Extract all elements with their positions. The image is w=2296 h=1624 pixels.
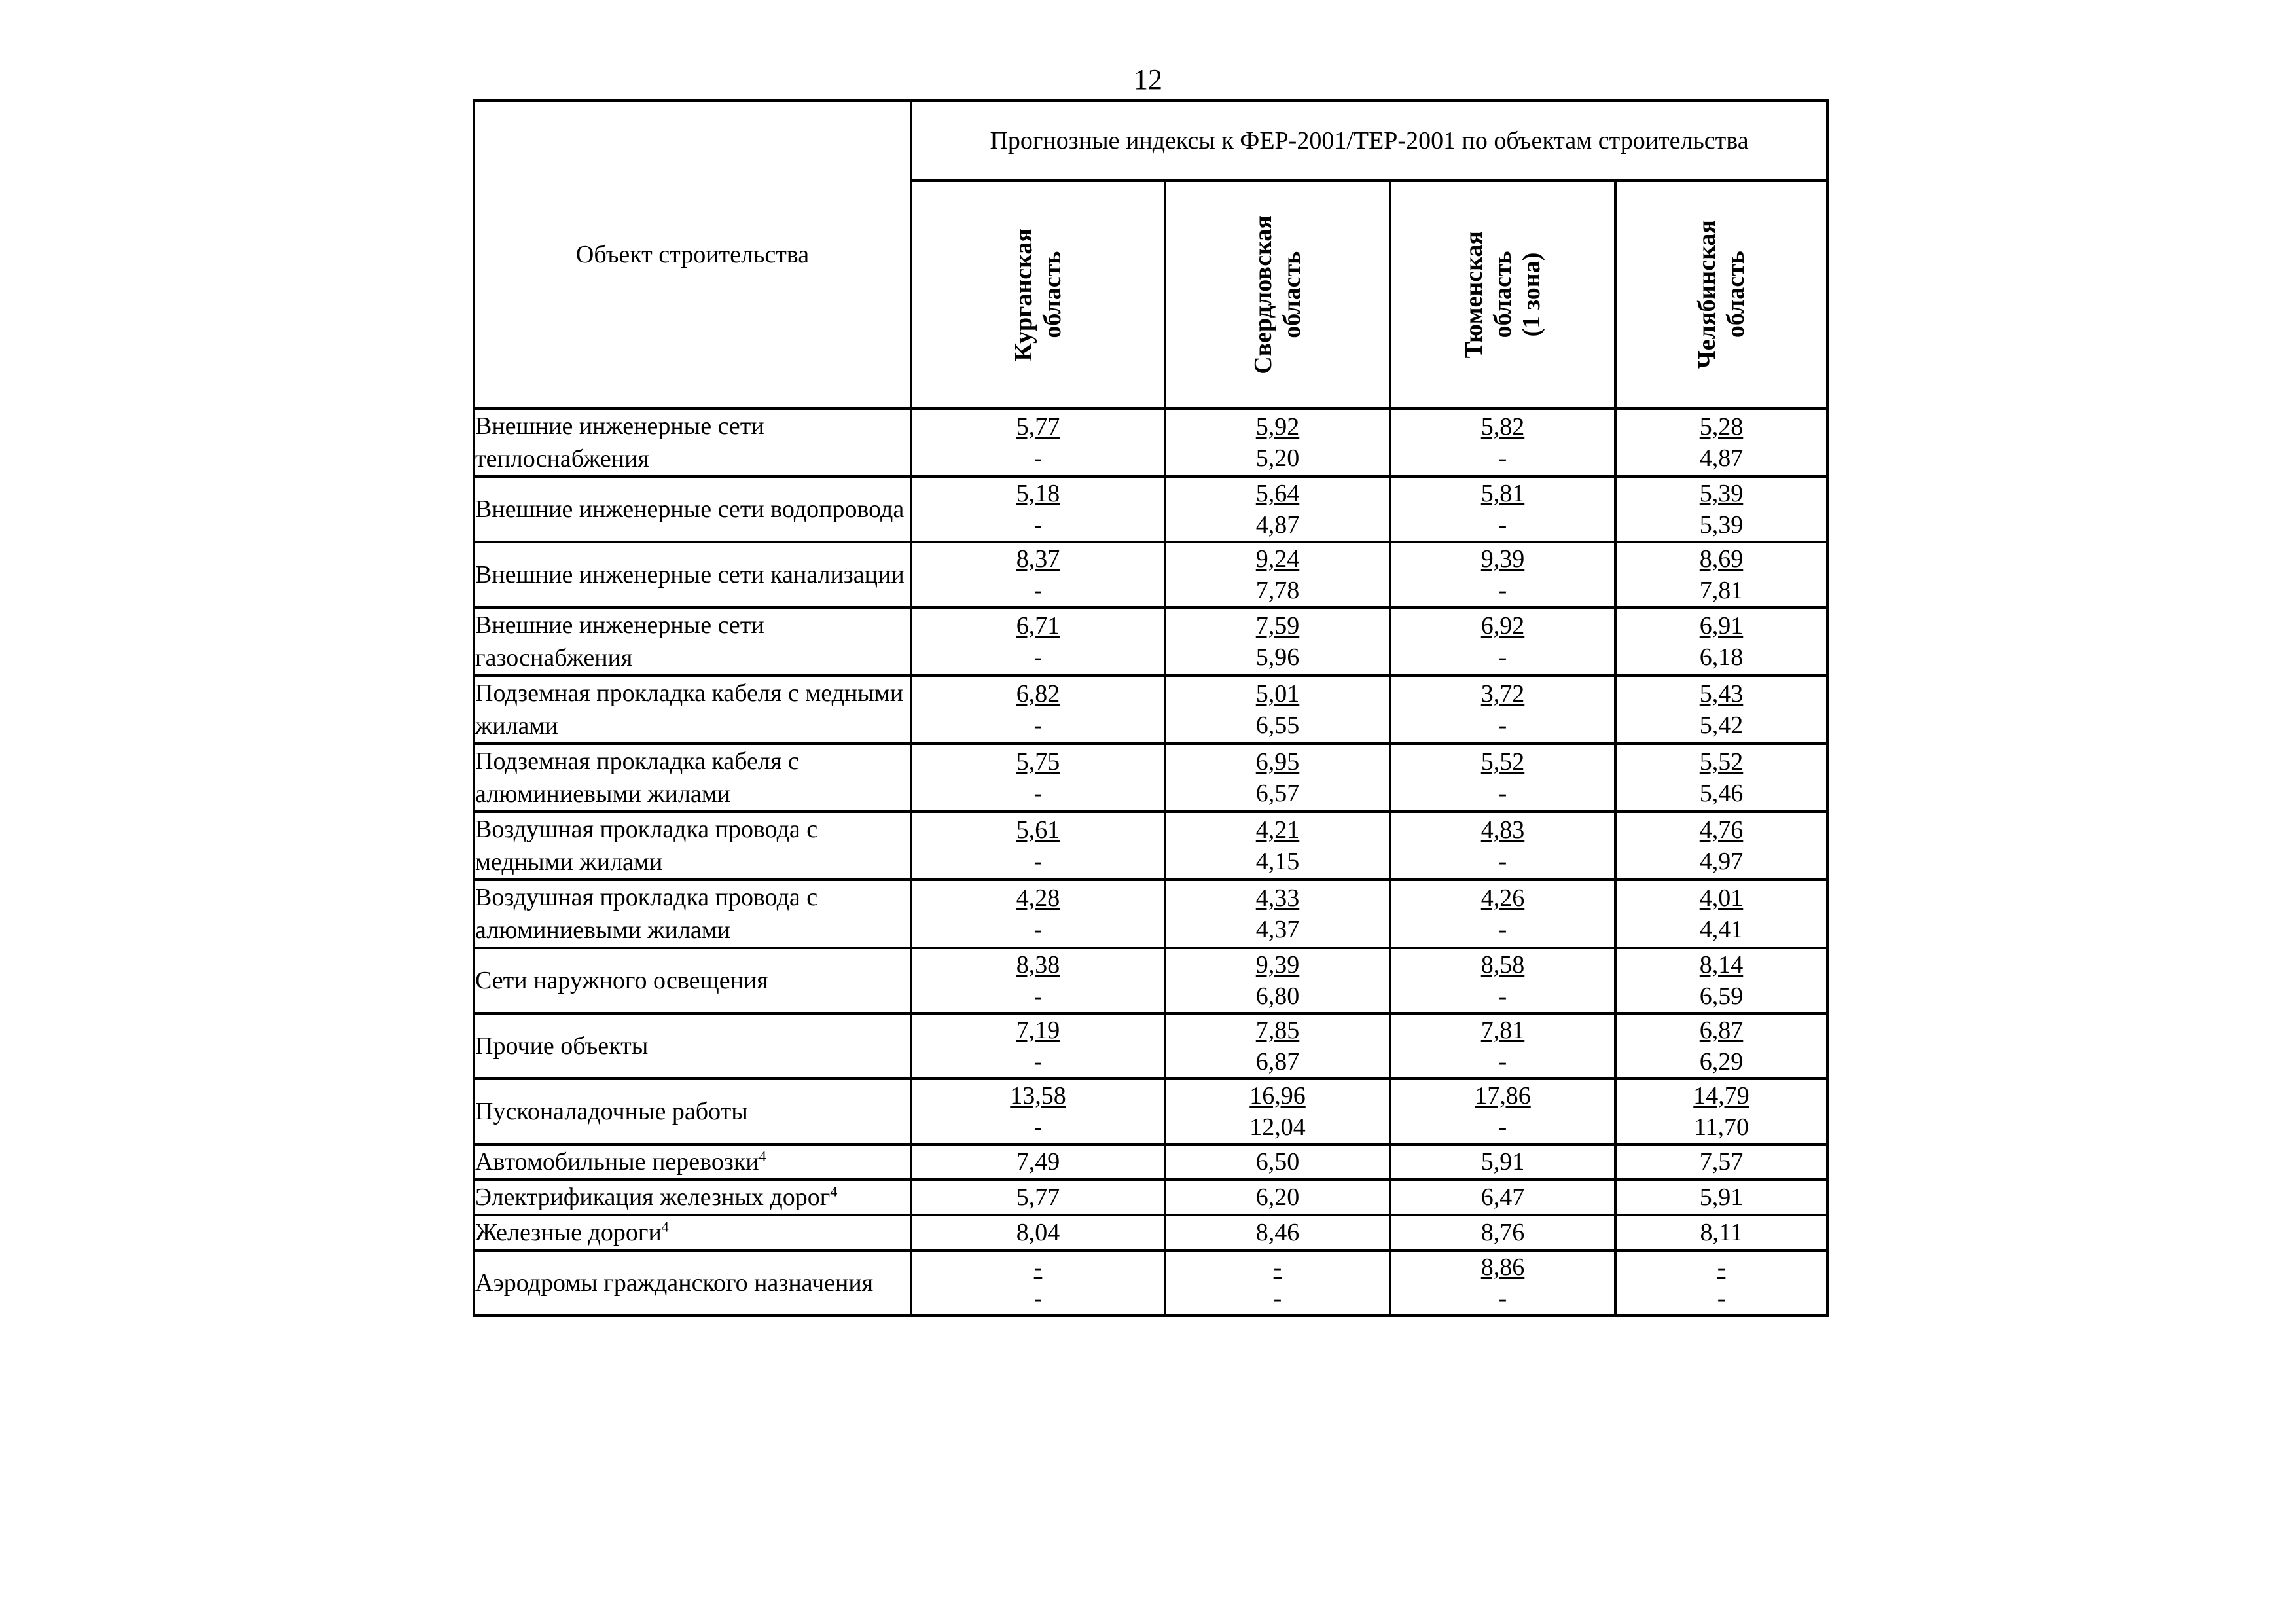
index-value-lower: -	[1717, 1285, 1726, 1312]
index-value-top	[1166, 411, 1389, 442]
index-cell	[1165, 1180, 1390, 1215]
index-value-upper: 4,33	[1255, 884, 1300, 912]
index-value-lower: -	[1498, 1048, 1507, 1075]
index-value-top	[912, 949, 1164, 981]
index-cell	[1615, 607, 1827, 676]
index-cell	[1165, 1215, 1390, 1250]
index-value-lower: 6,55	[1255, 712, 1300, 739]
index-cell	[1615, 1144, 1827, 1180]
index-value-upper: 8,37	[1016, 545, 1060, 573]
index-cell	[1615, 880, 1827, 948]
index-cell	[1615, 542, 1827, 607]
index-value-lower: 5,20	[1255, 444, 1300, 472]
index-value-lower: -	[1498, 511, 1507, 539]
index-value-top	[912, 1080, 1164, 1111]
index-value-lower: 5,96	[1255, 643, 1300, 671]
index-cell	[1390, 744, 1615, 812]
index-value-upper: 8,14	[1699, 951, 1744, 979]
index-cell	[1615, 812, 1827, 880]
index-value-upper: 5,81	[1480, 480, 1525, 507]
index-cell	[1615, 1215, 1827, 1250]
index-value-lower: -	[1498, 916, 1507, 943]
index-value-upper: 3,72	[1480, 680, 1525, 708]
index-value: 5,77	[1016, 1183, 1060, 1211]
object-name	[474, 676, 911, 744]
index-value-upper: 5,77	[1016, 413, 1060, 441]
table-row	[474, 1144, 1827, 1180]
index-value-upper: 8,69	[1699, 545, 1744, 573]
index-value-lower: -	[1273, 1285, 1282, 1312]
index-value-upper: 5,52	[1699, 748, 1744, 776]
index-cell	[911, 607, 1165, 676]
object-name-text: Воздушная прокладка провода с алюминиевыми жилами	[475, 884, 818, 944]
index-value-top	[1391, 1252, 1614, 1283]
index-value-upper: 5,43	[1699, 680, 1744, 708]
index-cell	[911, 1250, 1165, 1316]
index-value-lower: 7,78	[1255, 577, 1300, 604]
table-row	[474, 477, 1827, 542]
index-value-upper: 6,71	[1016, 612, 1060, 640]
index-value-upper: 9,24	[1255, 545, 1300, 573]
index-value-lower: 11,70	[1693, 1113, 1749, 1141]
index-cell	[1390, 542, 1615, 607]
index-value-upper: 14,79	[1693, 1082, 1749, 1110]
index-value-upper: 5,52	[1480, 748, 1525, 776]
index-value-upper: 4,01	[1699, 884, 1744, 912]
index-cell	[1615, 744, 1827, 812]
index-cell	[911, 812, 1165, 880]
index-value-upper: 7,19	[1016, 1017, 1060, 1044]
index-value-top	[1166, 1252, 1389, 1283]
index-value: 8,46	[1255, 1219, 1300, 1246]
index-cell	[911, 408, 1165, 477]
index-value-top	[1617, 1080, 1826, 1111]
index-value: 8,76	[1480, 1219, 1525, 1246]
table-row	[474, 1079, 1827, 1144]
object-name-text: Железные дороги	[475, 1219, 662, 1246]
index-value-upper: 8,38	[1016, 951, 1060, 979]
index-cell	[1165, 477, 1390, 542]
table-row	[474, 408, 1827, 477]
index-value-lower: -	[1498, 983, 1507, 1010]
index-value-top	[1166, 746, 1389, 778]
index-value-lower: -	[1033, 712, 1043, 739]
table-body	[474, 408, 1827, 1316]
index-cell	[911, 1079, 1165, 1144]
index-cell	[1390, 1013, 1615, 1079]
object-name-text: Аэродромы гражданского назначения	[475, 1269, 874, 1297]
object-name	[474, 812, 911, 880]
object-name-text: Сети наружного освещения	[475, 967, 768, 994]
index-value-lower: -	[1033, 511, 1043, 539]
table-row	[474, 812, 1827, 880]
index-value-upper: -	[1717, 1254, 1726, 1281]
object-name	[474, 1144, 911, 1180]
footnote-mark: 4	[661, 1218, 669, 1235]
index-value-top	[1617, 1015, 1826, 1046]
index-value-lower: 7,81	[1699, 577, 1744, 604]
region-header-chelyabinsk: Челябинская область	[1615, 181, 1827, 408]
object-name	[474, 1079, 911, 1144]
index-value-upper: 17,86	[1475, 1082, 1531, 1110]
object-name-text: Подземная прокладка кабеля с медными жилами	[475, 679, 904, 740]
table-row	[474, 1013, 1827, 1079]
index-value-upper: 9,39	[1255, 951, 1300, 979]
index-value-upper: 5,18	[1016, 480, 1060, 507]
index-value-top	[912, 478, 1164, 509]
region-header-sverdlovsk: Свердловская область	[1165, 181, 1390, 408]
index-value-upper: 7,85	[1255, 1017, 1300, 1044]
index-cell	[1390, 812, 1615, 880]
index-cell	[1615, 408, 1827, 477]
table-row	[474, 607, 1827, 676]
index-value-top	[912, 678, 1164, 710]
object-name	[474, 1180, 911, 1215]
table-row	[474, 676, 1827, 744]
table-row	[474, 880, 1827, 948]
index-value-upper: 6,82	[1016, 680, 1060, 708]
index-cell	[1615, 948, 1827, 1013]
index-cell	[1165, 880, 1390, 948]
object-name	[474, 1013, 911, 1079]
footnote-mark: 4	[759, 1147, 766, 1164]
index-value-top	[1166, 1015, 1389, 1046]
index-value: 6,50	[1255, 1148, 1300, 1176]
index-value-top	[912, 411, 1164, 442]
index-cell	[911, 1144, 1165, 1180]
index-cell	[1390, 477, 1615, 542]
index-value-top	[1617, 411, 1826, 442]
table-row	[474, 1250, 1827, 1316]
object-name	[474, 408, 911, 477]
index-value-lower: 4,97	[1699, 848, 1744, 875]
index-value-lower: 5,39	[1699, 511, 1744, 539]
index-cell	[911, 1180, 1165, 1215]
index-value-lower: 12,04	[1249, 1113, 1306, 1141]
index-table	[473, 99, 1829, 1317]
index-value-top	[912, 746, 1164, 778]
index-value-lower: -	[1033, 444, 1043, 472]
index-value-upper: 6,91	[1699, 612, 1744, 640]
index-value-upper: 5,75	[1016, 748, 1060, 776]
object-name-text: Воздушная прокладка провода с медными жилами	[475, 816, 818, 876]
object-name	[474, 1250, 911, 1316]
index-value: 8,04	[1016, 1219, 1060, 1246]
index-value-top	[1391, 746, 1614, 778]
index-value-top	[1166, 949, 1389, 981]
index-cell	[1390, 880, 1615, 948]
index-value: 7,57	[1699, 1148, 1744, 1176]
index-value: 8,11	[1700, 1219, 1743, 1246]
index-value-upper: 6,95	[1255, 748, 1300, 776]
index-cell	[1615, 1250, 1827, 1316]
index-value-top	[1166, 478, 1389, 509]
index-cell	[1615, 676, 1827, 744]
index-value-lower: -	[1498, 643, 1507, 671]
index-value-upper: 7,81	[1480, 1017, 1525, 1044]
index-value-lower: -	[1498, 848, 1507, 875]
index-value-lower: -	[1498, 1113, 1507, 1141]
index-value-top	[912, 1252, 1164, 1283]
index-value-top	[1391, 543, 1614, 575]
index-cell	[1615, 1180, 1827, 1215]
index-value-lower: -	[1033, 780, 1043, 807]
index-cell	[1390, 408, 1615, 477]
index-cell	[1390, 948, 1615, 1013]
index-value-upper: 5,64	[1255, 480, 1300, 507]
index-value-lower: 4,41	[1699, 916, 1744, 943]
index-cell	[1390, 676, 1615, 744]
index-value-upper: -	[1033, 1254, 1043, 1281]
index-cell	[1165, 812, 1390, 880]
index-cell	[1615, 1079, 1827, 1144]
index-cell	[1165, 948, 1390, 1013]
index-value-lower: 4,87	[1255, 511, 1300, 539]
index-value-lower: -	[1498, 712, 1507, 739]
index-cell	[911, 676, 1165, 744]
index-value-top	[1166, 882, 1389, 914]
object-name-text: Электрификация железных дорог	[475, 1183, 831, 1211]
index-value-top	[1391, 882, 1614, 914]
index-value-lower: 4,87	[1699, 444, 1744, 472]
object-name-text: Внешние инженерные сети водопровода	[475, 496, 905, 523]
index-value-upper: 5,61	[1016, 816, 1060, 844]
object-name	[474, 1215, 911, 1250]
index-cell	[911, 477, 1165, 542]
index-cell	[1390, 1215, 1615, 1250]
index-value-lower: -	[1033, 848, 1043, 875]
index-value-upper: 8,86	[1480, 1254, 1525, 1281]
index-value-upper: 7,59	[1255, 612, 1300, 640]
index-cell	[1615, 477, 1827, 542]
index-value-lower: -	[1033, 916, 1043, 943]
index-value-top	[1166, 678, 1389, 710]
index-value-top	[1617, 543, 1826, 575]
index-value-upper: 4,26	[1480, 884, 1525, 912]
index-value-top	[1391, 610, 1614, 641]
index-value: 5,91	[1699, 1183, 1744, 1211]
index-value-lower: 5,42	[1699, 712, 1744, 739]
index-cell	[1390, 1144, 1615, 1180]
index-value-top	[912, 1015, 1164, 1046]
index-value-lower: -	[1033, 1285, 1043, 1312]
object-column-header: Объект строительства	[474, 101, 911, 408]
index-value-lower: 6,57	[1255, 780, 1300, 807]
index-value-lower: 6,80	[1255, 983, 1300, 1010]
index-value-top	[1166, 610, 1389, 641]
index-cell	[1390, 1079, 1615, 1144]
index-cell	[1165, 607, 1390, 676]
index-value-upper: 4,21	[1255, 816, 1300, 844]
index-value-lower: 6,29	[1699, 1048, 1744, 1075]
index-cell	[1165, 1013, 1390, 1079]
index-value-lower: 4,15	[1255, 848, 1300, 875]
index-cell	[1165, 1250, 1390, 1316]
index-value-lower: -	[1498, 577, 1507, 604]
index-value-upper: 8,58	[1480, 951, 1525, 979]
table-row	[474, 1180, 1827, 1215]
index-value-top	[1391, 1015, 1614, 1046]
index-cell	[911, 542, 1165, 607]
index-cell	[911, 744, 1165, 812]
index-value-lower: -	[1033, 1048, 1043, 1075]
object-name	[474, 477, 911, 542]
index-cell	[1615, 1013, 1827, 1079]
index-value-lower: -	[1498, 1285, 1507, 1312]
object-name-text: Подземная прокладка кабеля с алюминиевыми жилами	[475, 748, 799, 808]
index-value-top	[1617, 814, 1826, 846]
index-value-lower: -	[1033, 983, 1043, 1010]
index-cell	[1165, 1079, 1390, 1144]
object-name-text: Прочие объекты	[475, 1032, 649, 1060]
object-name	[474, 948, 911, 1013]
index-value-top	[1617, 949, 1826, 981]
index-value-top	[1166, 1080, 1389, 1111]
index-cell	[911, 1215, 1165, 1250]
index-value-upper: 13,58	[1010, 1082, 1066, 1110]
index-value-lower: -	[1498, 444, 1507, 472]
index-cell	[1390, 1250, 1615, 1316]
index-value-top	[912, 610, 1164, 641]
index-value-top	[1391, 949, 1614, 981]
index-value-top	[1617, 1252, 1826, 1283]
index-value-top	[1391, 1080, 1614, 1111]
index-value-top	[1617, 882, 1826, 914]
index-value: 7,49	[1016, 1148, 1060, 1176]
index-value-upper: 4,76	[1699, 816, 1744, 844]
index-cell	[911, 880, 1165, 948]
index-value-top	[1391, 814, 1614, 846]
index-value-top	[1617, 478, 1826, 509]
index-value-upper: 6,87	[1699, 1017, 1744, 1044]
region-header-tyumen: Тюменская область (1 зона)	[1390, 181, 1615, 408]
table-row	[474, 744, 1827, 812]
index-value-lower: -	[1033, 1113, 1043, 1141]
table-title: Прогнозные индексы к ФЕР-2001/ТЕР-2001 по объектам строительства	[911, 101, 1827, 181]
index-value-lower: 6,18	[1699, 643, 1744, 671]
index-value-upper: 5,92	[1255, 413, 1300, 441]
index-value-upper: 9,39	[1480, 545, 1525, 573]
index-value: 6,20	[1255, 1183, 1300, 1211]
index-value-upper: 5,39	[1699, 480, 1744, 507]
index-value-top	[1391, 678, 1614, 710]
index-value-lower: -	[1498, 780, 1507, 807]
index-cell	[911, 1013, 1165, 1079]
index-value-upper: 6,92	[1480, 612, 1525, 640]
index-value-lower: 6,59	[1699, 983, 1744, 1010]
index-cell	[911, 948, 1165, 1013]
index-value-upper: 4,83	[1480, 816, 1525, 844]
object-name-text: Автомобильные перевозки	[475, 1148, 759, 1176]
index-value-upper: 5,82	[1480, 413, 1525, 441]
index-value-lower: -	[1033, 643, 1043, 671]
page-number: 12	[1134, 63, 1162, 96]
object-name	[474, 880, 911, 948]
index-value-top	[912, 882, 1164, 914]
table-row	[474, 1215, 1827, 1250]
index-value-top	[1166, 814, 1389, 846]
object-name-text: Внешние инженерные сети газоснабжения	[475, 611, 764, 672]
index-value-upper: -	[1273, 1254, 1282, 1281]
index-value: 5,91	[1480, 1148, 1525, 1176]
object-name-text: Внешние инженерные сети канализации	[475, 561, 905, 588]
index-value-upper: 5,28	[1699, 413, 1744, 441]
object-name	[474, 744, 911, 812]
index-value-top	[1166, 543, 1389, 575]
index-value-lower: 6,87	[1255, 1048, 1300, 1075]
index-value-top	[912, 814, 1164, 846]
index-cell	[1165, 542, 1390, 607]
object-name-text: Пусконаладочные работы	[475, 1098, 748, 1125]
index-value-lower: 4,37	[1255, 916, 1300, 943]
index-value-upper: 16,96	[1249, 1082, 1306, 1110]
index-value-lower: -	[1033, 577, 1043, 604]
table-row	[474, 542, 1827, 607]
table-row	[474, 948, 1827, 1013]
index-cell	[1390, 1180, 1615, 1215]
object-name	[474, 607, 911, 676]
index-cell	[1165, 676, 1390, 744]
index-cell	[1390, 607, 1615, 676]
footnote-mark: 4	[830, 1183, 838, 1200]
index-value-top	[1391, 478, 1614, 509]
index-value-upper: 5,01	[1255, 680, 1300, 708]
object-name	[474, 542, 911, 607]
region-header-kurgan: Курганская область	[911, 181, 1165, 408]
index-value-top	[1617, 610, 1826, 641]
object-name-text: Внешние инженерные сети теплоснабжения	[475, 412, 764, 473]
index-value-top	[912, 543, 1164, 575]
index-value-top	[1617, 746, 1826, 778]
index-value: 6,47	[1480, 1183, 1525, 1211]
index-value-upper: 4,28	[1016, 884, 1060, 912]
index-cell	[1165, 744, 1390, 812]
index-value-lower: 5,46	[1699, 780, 1744, 807]
index-cell	[1165, 408, 1390, 477]
index-value-top	[1391, 411, 1614, 442]
index-value-top	[1617, 678, 1826, 710]
index-cell	[1165, 1144, 1390, 1180]
